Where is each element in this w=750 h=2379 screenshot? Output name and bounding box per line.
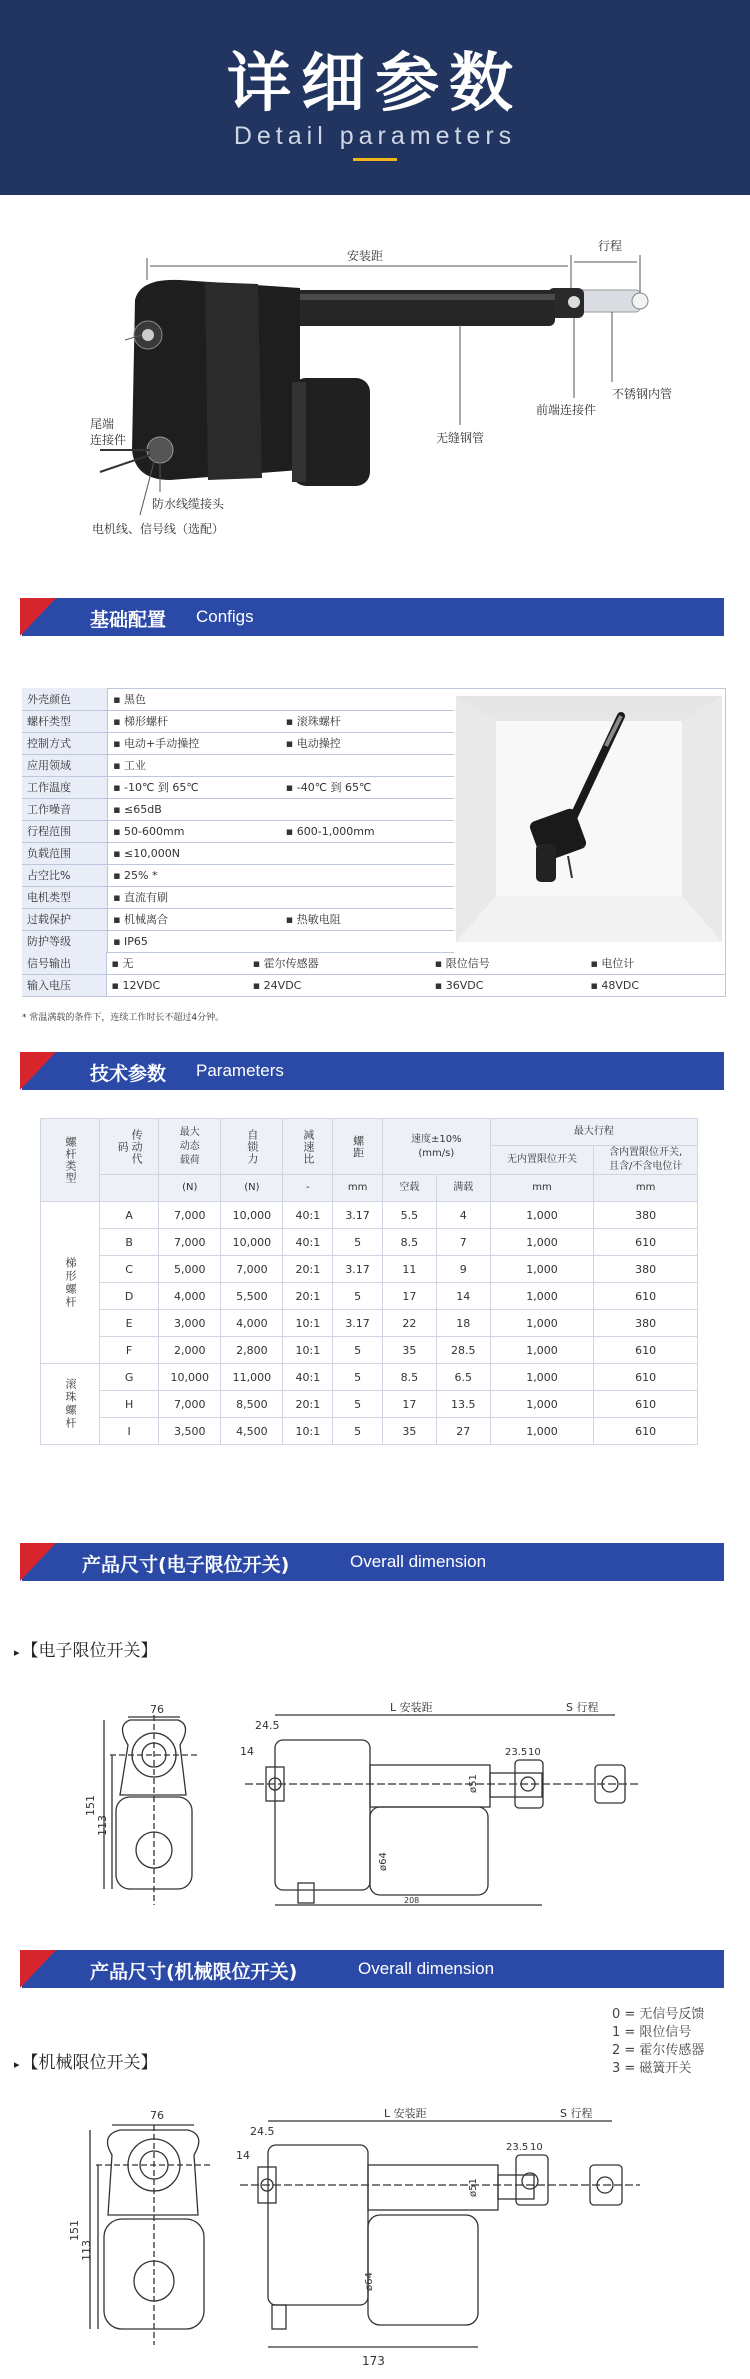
- config-row: [22, 842, 454, 864]
- dim-mechanical-subtitle-text: 【机械限位开关】: [21, 2053, 158, 2073]
- config-value: ▪ 电动操控: [281, 732, 454, 754]
- config-row: [22, 798, 454, 820]
- config-value: ▪ 热敏电阻: [281, 908, 454, 930]
- col-with-limit: [594, 1146, 698, 1175]
- param-cell: 40:1: [283, 1202, 333, 1229]
- config-row: [22, 710, 454, 732]
- col-reduction: 减速比: [283, 1119, 333, 1175]
- param-cell: 17: [382, 1391, 436, 1418]
- param-cell: 14: [436, 1283, 490, 1310]
- config-value: [281, 798, 454, 820]
- param-row: [41, 1202, 698, 1229]
- unit-load: (N): [159, 1175, 221, 1202]
- config-key: 防护等级: [22, 930, 108, 952]
- waterproof-joint: [147, 437, 173, 463]
- front-eye: [632, 293, 648, 309]
- param-cell: 10,000: [159, 1364, 221, 1391]
- legend-item: 0 = 无信号反馈: [612, 2007, 705, 2022]
- param-cell: A: [100, 1202, 159, 1229]
- config-value: ▪ 滚珠螺杆: [281, 710, 454, 732]
- param-cell: D: [100, 1283, 159, 1310]
- dim-m-w76: 76: [150, 2109, 164, 2122]
- param-cell: 610: [594, 1418, 698, 1445]
- config-row: [22, 886, 454, 908]
- col-self-lock: 自锁力: [221, 1119, 283, 1175]
- config-key: 工作噪音: [22, 798, 108, 820]
- param-cell: 2,000: [159, 1337, 221, 1364]
- dim-e-w76: 76: [150, 1703, 164, 1716]
- tail-connector-label-b: 连接件: [90, 433, 127, 447]
- config-value: ▪ 50-600mm: [108, 820, 281, 842]
- unit-pitch: mm: [333, 1175, 383, 1202]
- config-key: 螺杆类型: [22, 710, 108, 732]
- param-cell: 18: [436, 1310, 490, 1337]
- config-key: 输入电压: [22, 974, 106, 996]
- param-cell: 11: [382, 1256, 436, 1283]
- param-row: [41, 1337, 698, 1364]
- param-cell: 5.5: [382, 1202, 436, 1229]
- param-row: [41, 1364, 698, 1391]
- config-value: ▪ ≤65dB: [108, 798, 281, 820]
- col-pitch: 螺距: [333, 1119, 383, 1175]
- config-value: [281, 842, 454, 864]
- dim-mechanical-drawing: [0, 2107, 750, 2375]
- param-cell: 610: [594, 1391, 698, 1418]
- param-row: [41, 1310, 698, 1337]
- config-value: ▪ -10℃ 到 65℃: [108, 776, 281, 798]
- param-cell: 8.5: [382, 1229, 436, 1256]
- parameters-table: [40, 1118, 698, 1445]
- dim-m-s-stroke: S 行程: [560, 2107, 593, 2120]
- dim-e-d64: ø64: [378, 1852, 389, 1871]
- param-cell: 3.17: [333, 1256, 383, 1283]
- config-value: ▪ ≤10,000N: [108, 842, 281, 864]
- config-value: ▪ 24VDC: [248, 974, 430, 996]
- page-subtitle: Detail parameters: [233, 122, 517, 150]
- screw-group: 滚珠螺杆: [41, 1364, 100, 1445]
- param-cell: 380: [594, 1256, 698, 1283]
- param-cell: 11,000: [221, 1364, 283, 1391]
- configs-title-cn: 基础配置: [90, 609, 167, 631]
- col-max-load-line2: 动态: [179, 1140, 200, 1152]
- param-cell: 7: [436, 1229, 490, 1256]
- param-cell: 1,000: [490, 1310, 594, 1337]
- param-cell: 7,000: [159, 1391, 221, 1418]
- dim-m-173: 173: [362, 2354, 385, 2368]
- config-key: 控制方式: [22, 732, 108, 754]
- param-cell: I: [100, 1418, 159, 1445]
- config-row: [22, 754, 454, 776]
- param-cell: 8.5: [382, 1364, 436, 1391]
- col-no-limit: 无内置限位开关: [490, 1146, 594, 1175]
- param-cell: 6.5: [436, 1364, 490, 1391]
- dim-m-d64: ø64: [364, 2272, 375, 2291]
- dim-mechanical-title-en: Overall dimension: [358, 1959, 495, 1978]
- param-cell: 610: [594, 1283, 698, 1310]
- param-cell: 10:1: [283, 1337, 333, 1364]
- param-cell: 3,500: [159, 1418, 221, 1445]
- param-cell: 3.17: [333, 1310, 383, 1337]
- param-cell: 3,000: [159, 1310, 221, 1337]
- front-connector-hole: [568, 296, 580, 308]
- dim-e-208: 208: [404, 1896, 420, 1905]
- config-value: ▪ 限位信号: [430, 952, 586, 974]
- product-photo: [456, 696, 722, 942]
- parameters-title-cn: 技术参数: [90, 1063, 167, 1085]
- param-cell: 10:1: [283, 1418, 333, 1445]
- config-value: ▪ 电位计: [585, 952, 726, 974]
- param-cell: 35: [382, 1418, 436, 1445]
- config-value: ▪ 霍尔传感器: [248, 952, 430, 974]
- param-cell: 5: [333, 1337, 383, 1364]
- param-cell: 5: [333, 1364, 383, 1391]
- hero-banner: [0, 0, 750, 195]
- param-cell: G: [100, 1364, 159, 1391]
- motor-signal-line-label: 电机线、信号线（选配）: [92, 522, 225, 536]
- param-cell: H: [100, 1391, 159, 1418]
- configs-signal-voltage-table: [22, 952, 726, 997]
- config-key: 负载范围: [22, 842, 108, 864]
- param-cell: 5: [333, 1283, 383, 1310]
- config-value: ▪ 36VDC: [430, 974, 586, 996]
- config-value: ▪ 无: [106, 952, 248, 974]
- front-connector-label: 前端连接件: [536, 403, 597, 417]
- param-cell: 5,500: [221, 1283, 283, 1310]
- install-distance-label: 安装距: [347, 249, 384, 263]
- param-cell: 4,500: [221, 1418, 283, 1445]
- param-cell: 4,000: [159, 1283, 221, 1310]
- config-value: ▪ 25% *: [108, 864, 281, 886]
- configs-table: [22, 688, 454, 953]
- param-cell: 610: [594, 1229, 698, 1256]
- param-cell: 1,000: [490, 1283, 594, 1310]
- param-cell: 10,000: [221, 1229, 283, 1256]
- param-cell: 1,000: [490, 1202, 594, 1229]
- section-accent: [20, 598, 56, 636]
- actuator-diagram: [0, 210, 750, 570]
- dim-m-14: 14: [236, 2149, 250, 2162]
- config-value: ▪ 工业: [108, 754, 281, 776]
- param-cell: 2,800: [221, 1337, 283, 1364]
- config-key: 工作温度: [22, 776, 108, 798]
- dim-e-h151: 151: [84, 1795, 97, 1816]
- param-cell: 1,000: [490, 1364, 594, 1391]
- col-max-stroke: 最大行程: [490, 1119, 697, 1146]
- param-cell: 5: [333, 1418, 383, 1445]
- config-value: ▪ 梯形螺杆: [108, 710, 281, 732]
- dim-mechanical-section-header: [22, 1950, 724, 1988]
- unit-reduction: -: [283, 1175, 333, 1202]
- screw-group: 梯形螺杆: [41, 1202, 100, 1364]
- config-row: [22, 974, 726, 996]
- param-cell: 17: [382, 1283, 436, 1310]
- config-value: ▪ IP65: [108, 930, 281, 952]
- dim-e-24-5: 24.5: [255, 1719, 280, 1732]
- tail-connector-label-a: 尾端: [90, 417, 115, 431]
- parameters-title-en: Parameters: [196, 1061, 284, 1080]
- param-cell: 1,000: [490, 1229, 594, 1256]
- param-cell: 380: [594, 1310, 698, 1337]
- config-key: 行程范围: [22, 820, 108, 842]
- param-cell: B: [100, 1229, 159, 1256]
- bullet-icon: ▸: [14, 1646, 20, 1659]
- config-value: [281, 864, 454, 886]
- actuator-photo: [456, 696, 722, 942]
- dim-e-l-install: L 安装距: [390, 1701, 433, 1714]
- param-cell: 4: [436, 1202, 490, 1229]
- param-cell: 7,000: [159, 1229, 221, 1256]
- param-cell: 40:1: [283, 1364, 333, 1391]
- col-speed: [382, 1119, 490, 1175]
- param-cell: 13.5: [436, 1391, 490, 1418]
- param-cell: 5: [333, 1391, 383, 1418]
- config-row: [22, 952, 726, 974]
- dim-electronic-section-header: [22, 1543, 724, 1581]
- dim-e-10: 10: [528, 1747, 541, 1758]
- config-key: 信号输出: [22, 952, 106, 974]
- param-cell: F: [100, 1337, 159, 1364]
- config-value: ▪ 机械离合: [108, 908, 281, 930]
- param-cell: 1,000: [490, 1256, 594, 1283]
- section-accent: [20, 1950, 56, 1988]
- config-row: [22, 930, 454, 952]
- param-cell: 7,000: [159, 1202, 221, 1229]
- legend-item: 3 = 磁簧开关: [612, 2061, 692, 2076]
- col-drive-code: 传动代码: [100, 1119, 159, 1175]
- col-max-load: [159, 1119, 221, 1175]
- config-key: 占空比%: [22, 864, 108, 886]
- config-key: 应用领域: [22, 754, 108, 776]
- col-with-limit-line1: 含内置限位开关,: [609, 1147, 683, 1158]
- config-key: 电机类型: [22, 886, 108, 908]
- legend-item: 2 = 霍尔传感器: [612, 2043, 705, 2058]
- dim-m-d51: ø51: [468, 2178, 479, 2197]
- param-cell: 20:1: [283, 1256, 333, 1283]
- bullet-icon: ▸: [14, 2058, 20, 2071]
- config-value: ▪ 直流有刷: [108, 886, 281, 908]
- config-value: [281, 688, 454, 710]
- config-value: [281, 754, 454, 776]
- col-speed-unit: (mm/s): [418, 1147, 455, 1159]
- col-full-load: 满载: [436, 1175, 490, 1202]
- dim-m-h151: 151: [68, 2220, 81, 2241]
- param-row: [41, 1229, 698, 1256]
- config-row: [22, 820, 454, 842]
- col-with-limit-line2: 且含/不含电位计: [608, 1161, 683, 1172]
- config-row: [22, 776, 454, 798]
- col-no-load: 空载: [382, 1175, 436, 1202]
- duty-cycle-note: * 常温满载的条件下，连续工作时长不超过4分钟。: [22, 1013, 225, 1023]
- param-cell: 10:1: [283, 1310, 333, 1337]
- param-cell: 40:1: [283, 1229, 333, 1256]
- param-cell: 5,000: [159, 1256, 221, 1283]
- unit-drive-code: [100, 1175, 159, 1202]
- param-cell: 1,000: [490, 1418, 594, 1445]
- param-cell: 28.5: [436, 1337, 490, 1364]
- unit-stroke-2: mm: [594, 1175, 698, 1202]
- dim-e-s-stroke: S 行程: [566, 1701, 599, 1714]
- config-value: ▪ 600-1,000mm: [281, 820, 454, 842]
- config-value: ▪ 黑色: [108, 688, 281, 710]
- dim-m-l-install: L 安装距: [384, 2107, 427, 2120]
- title-underline: [353, 158, 397, 161]
- param-cell: 380: [594, 1202, 698, 1229]
- param-cell: 9: [436, 1256, 490, 1283]
- dim-electronic-title-en: Overall dimension: [350, 1552, 487, 1571]
- param-cell: 10,000: [221, 1202, 283, 1229]
- dim-m-23-5: 23.5: [506, 2142, 529, 2153]
- config-row: [22, 864, 454, 886]
- param-cell: 1,000: [490, 1391, 594, 1418]
- param-cell: 8,500: [221, 1391, 283, 1418]
- param-cell: 610: [594, 1337, 698, 1364]
- dim-m-24-5: 24.5: [250, 2125, 275, 2138]
- dim-e-14: 14: [240, 1745, 254, 1758]
- config-value: [281, 886, 454, 908]
- stroke-label: 行程: [598, 239, 623, 253]
- dim-m-h113: 113: [80, 2240, 93, 2261]
- unit-stroke-1: mm: [490, 1175, 594, 1202]
- section-accent: [20, 1052, 56, 1090]
- param-cell: 35: [382, 1337, 436, 1364]
- config-value: ▪ 12VDC: [106, 974, 248, 996]
- config-key: 过载保护: [22, 908, 108, 930]
- col-max-load-line3: 载荷: [179, 1154, 200, 1166]
- seamless-tube-label: 无缝钢管: [436, 431, 485, 445]
- config-value: ▪ 48VDC: [585, 974, 726, 996]
- param-cell: 22: [382, 1310, 436, 1337]
- dim-mechanical-title-cn: 产品尺寸(机械限位开关): [90, 1961, 298, 1983]
- param-cell: E: [100, 1310, 159, 1337]
- config-value: ▪ -40℃ 到 65℃: [281, 776, 454, 798]
- config-value: [281, 930, 454, 952]
- config-row: [22, 688, 454, 710]
- col-speed-label: 速度±10%: [411, 1133, 462, 1145]
- param-cell: 3.17: [333, 1202, 383, 1229]
- param-cell: 7,000: [221, 1256, 283, 1283]
- dim-electronic-subtitle: [14, 1636, 158, 1661]
- dim-e-h113: 113: [96, 1815, 109, 1836]
- param-cell: 1,000: [490, 1337, 594, 1364]
- param-row: [41, 1391, 698, 1418]
- param-row: [41, 1283, 698, 1310]
- param-row: [41, 1256, 698, 1283]
- col-screw-type: 螺杆类型: [41, 1119, 100, 1202]
- waterproof-joint-label: 防水线缆接头: [152, 497, 225, 511]
- dim-e-d51: ø51: [468, 1774, 479, 1793]
- config-value: ▪ 电动+手动操控: [108, 732, 281, 754]
- section-accent: [20, 1543, 56, 1581]
- dim-electronic-subtitle-text: 【电子限位开关】: [21, 1641, 158, 1661]
- col-max-load-line1: 最大: [179, 1126, 200, 1138]
- dim-m-10: 10: [530, 2142, 543, 2153]
- param-row: [41, 1418, 698, 1445]
- signal-legend: [612, 2006, 704, 2078]
- param-cell: 4,000: [221, 1310, 283, 1337]
- dim-mechanical-subtitle: [14, 2048, 158, 2073]
- stainless-inner-tube-label: 不锈钢内管: [612, 387, 673, 401]
- param-cell: C: [100, 1256, 159, 1283]
- config-row: [22, 908, 454, 930]
- dim-electronic-title-cn: 产品尺寸(电子限位开关): [82, 1554, 290, 1576]
- param-cell: 27: [436, 1418, 490, 1445]
- parameters-section-header: [22, 1052, 724, 1090]
- param-cell: 20:1: [283, 1391, 333, 1418]
- dim-electronic-drawing: [0, 1701, 750, 1915]
- config-row: [22, 732, 454, 754]
- param-cell: 20:1: [283, 1283, 333, 1310]
- configs-section-header: [22, 598, 724, 636]
- param-cell: 610: [594, 1364, 698, 1391]
- dim-e-23-5: 23.5: [505, 1747, 528, 1758]
- unit-self-lock: (N): [221, 1175, 283, 1202]
- configs-title-en: Configs: [196, 607, 254, 626]
- legend-item: 1 = 限位信号: [612, 2025, 692, 2040]
- config-key: 外壳颜色: [22, 688, 108, 710]
- param-cell: 5: [333, 1229, 383, 1256]
- page-title: 详细参数: [227, 47, 523, 121]
